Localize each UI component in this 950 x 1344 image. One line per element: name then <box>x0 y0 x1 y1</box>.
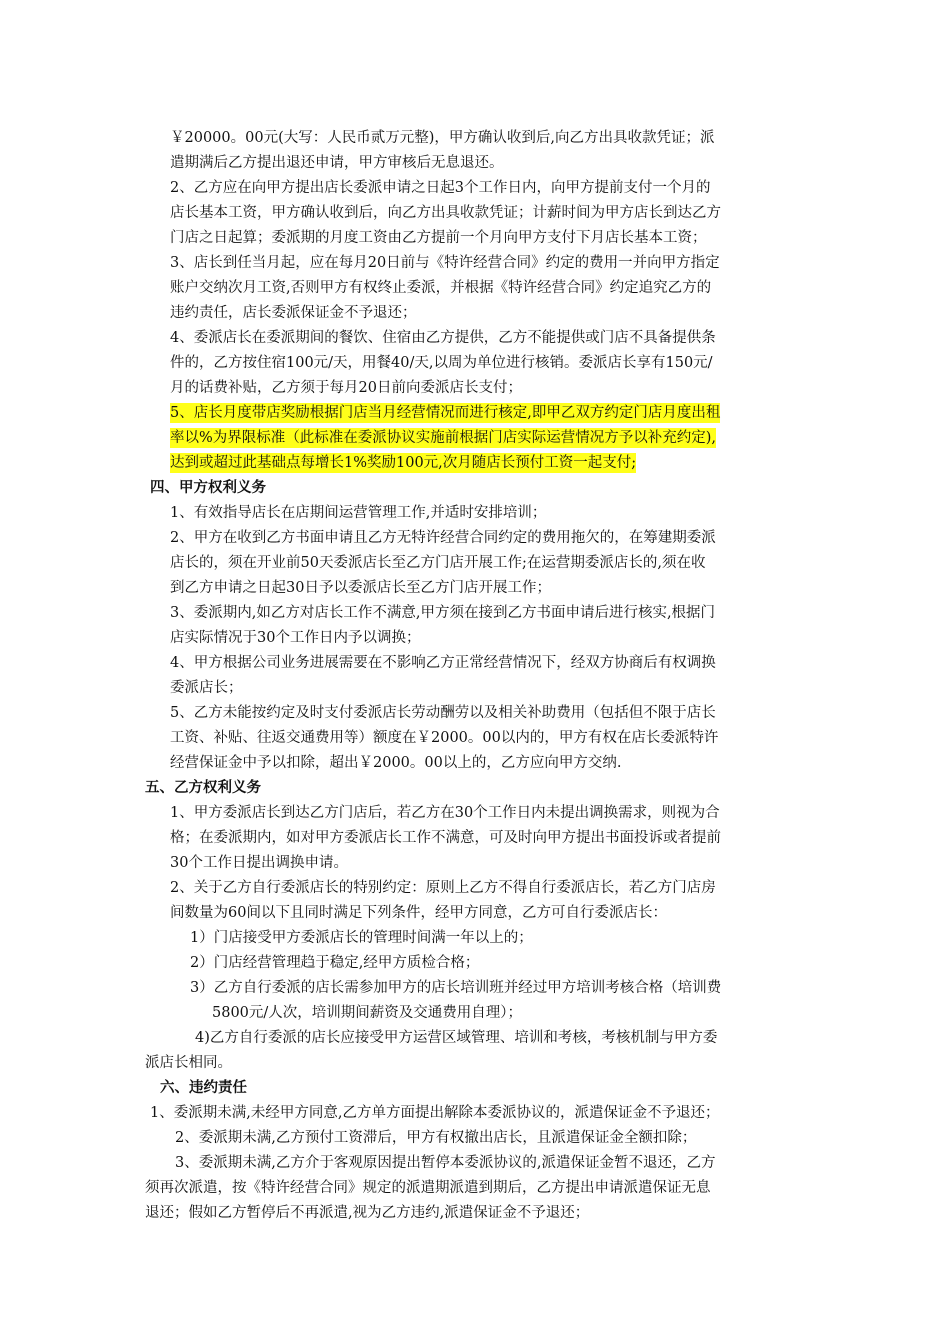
text-line: 工资、补贴、往返交通费用等）额度在￥2000。00以内的，甲方有权在店长委派特许 <box>170 730 719 746</box>
text-line: 4、甲方根据公司业务进展需要在不影响乙方正常经营情况下，经双方协商后有权调换 <box>170 655 716 671</box>
text-line: 间数量为60间以下且同时满足下列条件，经甲方同意，乙方可自行委派店长： <box>170 905 667 921</box>
text-line: 格；在委派期内，如对甲方委派店长工作不满意，可及时向甲方提出书面投诉或者提前 <box>170 830 721 846</box>
list-item: 4)乙方自行委派的店长应接受甲方运营区域管理、培训和考核，考核机制与甲方委 <box>195 1030 718 1046</box>
text-line: 件的，乙方按住宿100元/天，用餐40/天,以周为单位进行核销。委派店长享有150元/ <box>170 355 713 371</box>
text-line: 1、委派期未满,未经甲方同意,乙方单方面提出解除本委派协议的，派遣保证金不予退还； <box>150 1105 720 1121</box>
text-line: 到乙方申请之日起30日予以委派店长至乙方门店开展工作； <box>170 580 551 596</box>
list-item: 3）乙方自行委派的店长需参加甲方的店长培训班并经过甲方培训考核合格（培训费 <box>190 980 722 996</box>
text-line: 30个工作日提出调换申请。 <box>170 855 348 871</box>
highlighted-text-line: 5、店长月度带店奖励根据门店当月经营情况而进行核定,即甲乙双方约定门店月度出租 <box>170 405 721 421</box>
text-line: 店长基本工资，甲方确认收到后，向乙方出具收款凭证；计薪时间为甲方店长到达乙方 <box>170 205 721 221</box>
text-line: 须再次派遣，按《特许经营合同》规定的派遣期派遣到期后，乙方提出申请派遣保证无息 <box>145 1180 711 1196</box>
list-item-continuation: 5800元/人次，培训期间薪资及交通费用自理）； <box>212 1005 523 1021</box>
highlighted-text-line: 率以%为界限标准（此标准在委派协议实施前根据门店实际运营情况方予以补充约定), <box>170 430 717 446</box>
text-line: 5、乙方未能按约定及时支付委派店长劳动酬劳以及相关补助费用（包括但不限于店长 <box>170 705 716 721</box>
text-line: 经营保证金中予以扣除，超出￥2000。00以上的，乙方应向甲方交纳. <box>170 755 622 771</box>
section-heading: 五、乙方权利义务 <box>145 780 261 796</box>
text-line: 退还；假如乙方暂停后不再派遣,视为乙方违约,派遣保证金不予退还； <box>145 1205 590 1221</box>
text-line: 2、委派期未满,乙方预付工资滞后，甲方有权撤出店长，且派遣保证金全额扣除； <box>175 1130 697 1146</box>
section-heading: 六、违约责任 <box>160 1080 247 1096</box>
text-line: 2、关于乙方自行委派店长的特别约定：原则上乙方不得自行委派店长，若乙方门店房 <box>170 880 716 896</box>
text-line: 3、委派期未满,乙方介于客观原因提出暂停本委派协议的,派遣保证金暂不退还，乙方 <box>175 1155 716 1171</box>
text-line: 遣期满后乙方提出退还申请，甲方审核后无息退还。 <box>170 155 504 171</box>
text-line: 账户交纳次月工资,否则甲方有权终止委派，并根据《特许经营合同》约定追究乙方的 <box>170 280 712 296</box>
text-line: 3、委派期内,如乙方对店长工作不满意,甲方须在接到乙方书面申请后进行核实,根据门 <box>170 605 716 621</box>
text-line: 派店长相同。 <box>145 1055 232 1071</box>
highlighted-text-line: 达到或超过此基础点每增长1%奖励100元,次月随店长预付工资一起支付; <box>170 455 637 471</box>
text-line: 2、乙方应在向甲方提出店长委派申请之日起3个工作日内，向甲方提前支付一个月的 <box>170 180 711 196</box>
text-line: 1、甲方委派店长到达乙方门店后，若乙方在30个工作日内未提出调换需求，则视为合 <box>170 805 720 821</box>
text-line: 3、店长到任当月起，应在每月20日前与《特许经营合同》约定的费用一并向甲方指定 <box>170 255 720 271</box>
section-heading: 四、甲方权利义务 <box>150 480 266 496</box>
text-line: 2、甲方在收到乙方书面申请且乙方无特许经营合同约定的费用拖欠的，在筹建期委派 <box>170 530 716 546</box>
text-line: 4、委派店长在委派期间的餐饮、住宿由乙方提供，乙方不能提供或门店不具备提供条 <box>170 330 716 346</box>
text-line: ￥20000。00元(大写：人民币贰万元整)，甲方确认收到后,向乙方出具收款凭证；派 <box>170 130 715 146</box>
text-line: 委派店长； <box>170 680 243 696</box>
list-item: 1）门店接受甲方委派店长的管理时间满一年以上的； <box>190 930 533 946</box>
text-line: 违约责任，店长委派保证金不予退还； <box>170 305 417 321</box>
text-line: 门店之日起算；委派期的月度工资由乙方提前一个月向甲方支付下月店长基本工资； <box>170 230 707 246</box>
text-line: 月的话费补贴，乙方须于每月20日前向委派店长支付； <box>170 380 522 396</box>
list-item: 2）门店经营管理趋于稳定,经甲方质检合格； <box>190 955 480 971</box>
text-line: 店实际情况于30个工作日内予以调换； <box>170 630 421 646</box>
text-line: 店长的，须在开业前50天委派店长至乙方门店开展工作;在运营期委派店长的,须在收 <box>170 555 706 571</box>
text-line: 1、有效指导店长在店期间运营管理工作,并适时安排培训； <box>170 505 547 521</box>
